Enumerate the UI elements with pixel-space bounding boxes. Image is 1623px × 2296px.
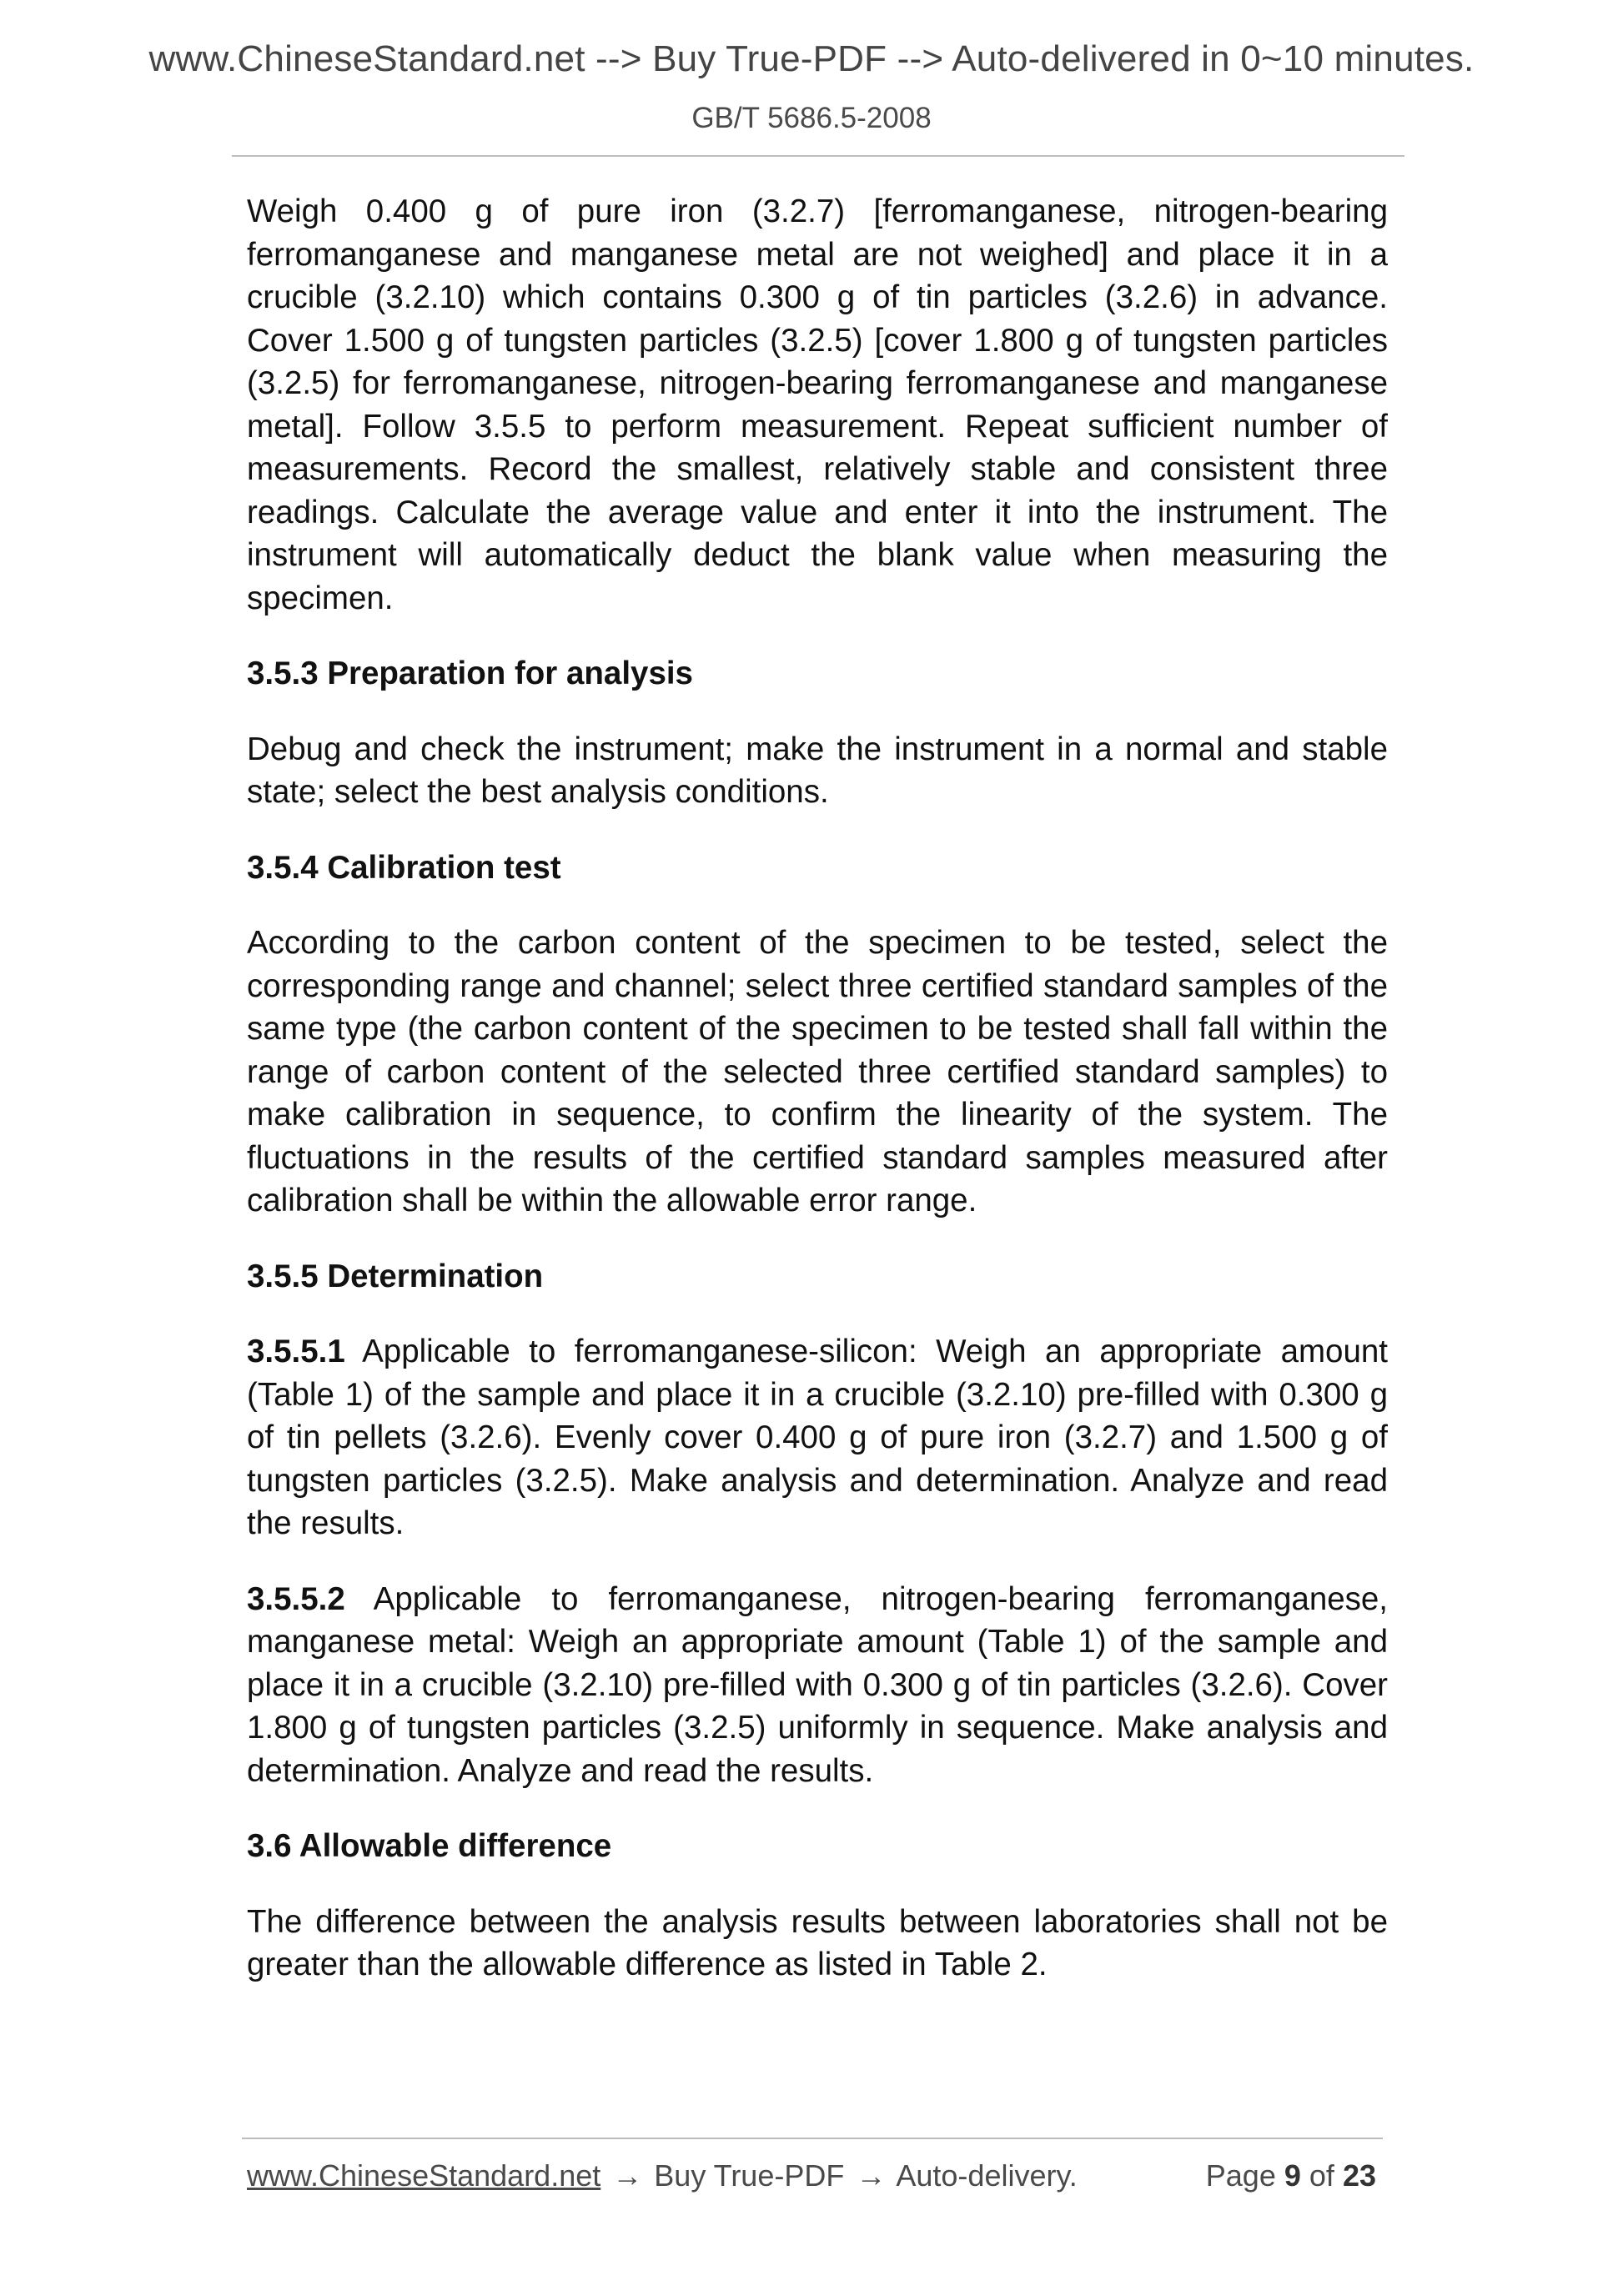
header-divider [232,155,1404,157]
page-total: 23 [1342,2158,1376,2193]
page-footer [247,2158,1376,2193]
clause-text-3-5-5-1: Applicable to ferromanganese-silicon: Weigh an appropriate amount (Table 1) of the sample and place it in a crucible (3.2.10) pre-filled with 0.300 g of tin pellets (3.2.6). Evenly cover 0.400 g of pure iron (3.2.7) and 1.500 g of tungsten particles (3.2.5). Make analysis and determination. Analyze and read the results. [247,1334,1388,1541]
of-label: of [1309,2158,1334,2193]
paragraph-3-5-3: Debug and check the instrument; make the instrument in a normal and stable state; select the best analysis conditions. [247,731,1388,810]
footer-left [247,2158,1078,2193]
page-indicator [1206,2158,1376,2193]
clause-number-3-5-5-1: 3.5.5.1 [247,1334,345,1369]
heading-3-6: 3.6 Allowable difference [247,1828,612,1864]
top-banner: www.ChineseStandard.net --> Buy True-PDF --> Auto-delivered in 0~10 minutes. [148,38,1475,79]
heading-3-5-4: 3.5.4 Calibration test [247,849,561,886]
paragraph-3-5-5-2 [247,1578,1388,1793]
page-label: Page [1205,2158,1276,2193]
page-content [247,190,1388,1987]
paragraph-3-5-5-1 [247,1330,1388,1545]
clause-text-3-5-5-2: Applicable to ferromanganese, nitrogen-bearing ferromanganese, manganese metal: Weigh an appropriate amount (Table 1) of the sample and place it in a crucible (3.2.10) pre-filled with 0.300 g of tin particles (3.2.6). Cover 1.800 g of tungsten particles (3.2.5) uniformly in sequence. Make analysis and determination. Analyze and read the results. [247,1580,1388,1789]
arrow-right-icon: → [856,2158,887,2193]
paragraph-3-5-4: According to the carbon content of the specimen to be tested, select the corresponding range and channel; select three certified standard samples of the same type (the carbon content of the specimen to be tested shall fall within the range of carbon content of the selected three certified standard samples) to make calibration in sequence, to confirm the linearity of the system. The fluctuations in the results of the certified standard samples measured after calibration shall be within the allowable error range. [247,925,1388,1218]
heading-3-5-5: 3.5.5 Determination [247,1258,544,1294]
clause-number-3-5-5-2: 3.5.5.2 [247,1580,345,1617]
paragraph-3-6: The difference between the analysis results between laboratories shall not be greater than the allowable difference as listed in Table 2. [247,1903,1388,1982]
footer-buy-text: Buy True-PDF [654,2158,845,2193]
arrow-right-icon: → [612,2158,643,2193]
paragraph-blank-measurement: Weigh 0.400 g of pure iron (3.2.7) [ferromanganese, nitrogen-bearing ferromanganese and manganese metal are not weighed] and place it in a crucible (3.2.10) which contains 0.300 g of tin particles (3.2.6) in advance. Cover 1.500 g of tungsten particles (3.2.5) [cover 1.800 g of tungsten particles (3.2.5) for ferromanganese, nitrogen-bearing ferromanganese and manganese metal]. Follow 3.5.5 to perform measurement. Repeat sufficient number of measurements. Record the smallest, relatively stable and consistent three readings. Calculate the average value and enter it into the instrument. The instrument will automatically deduct the blank value when measuring the specimen. [247,193,1388,616]
footer-divider [242,2138,1383,2139]
footer-site-link[interactable]: www.ChineseStandard.net [247,2158,601,2193]
footer-delivery-text: Auto-delivery. [896,2158,1078,2193]
page-current: 9 [1284,2158,1301,2193]
document-code: GB/T 5686.5-2008 [691,102,932,134]
heading-3-5-3: 3.5.3 Preparation for analysis [247,656,693,691]
